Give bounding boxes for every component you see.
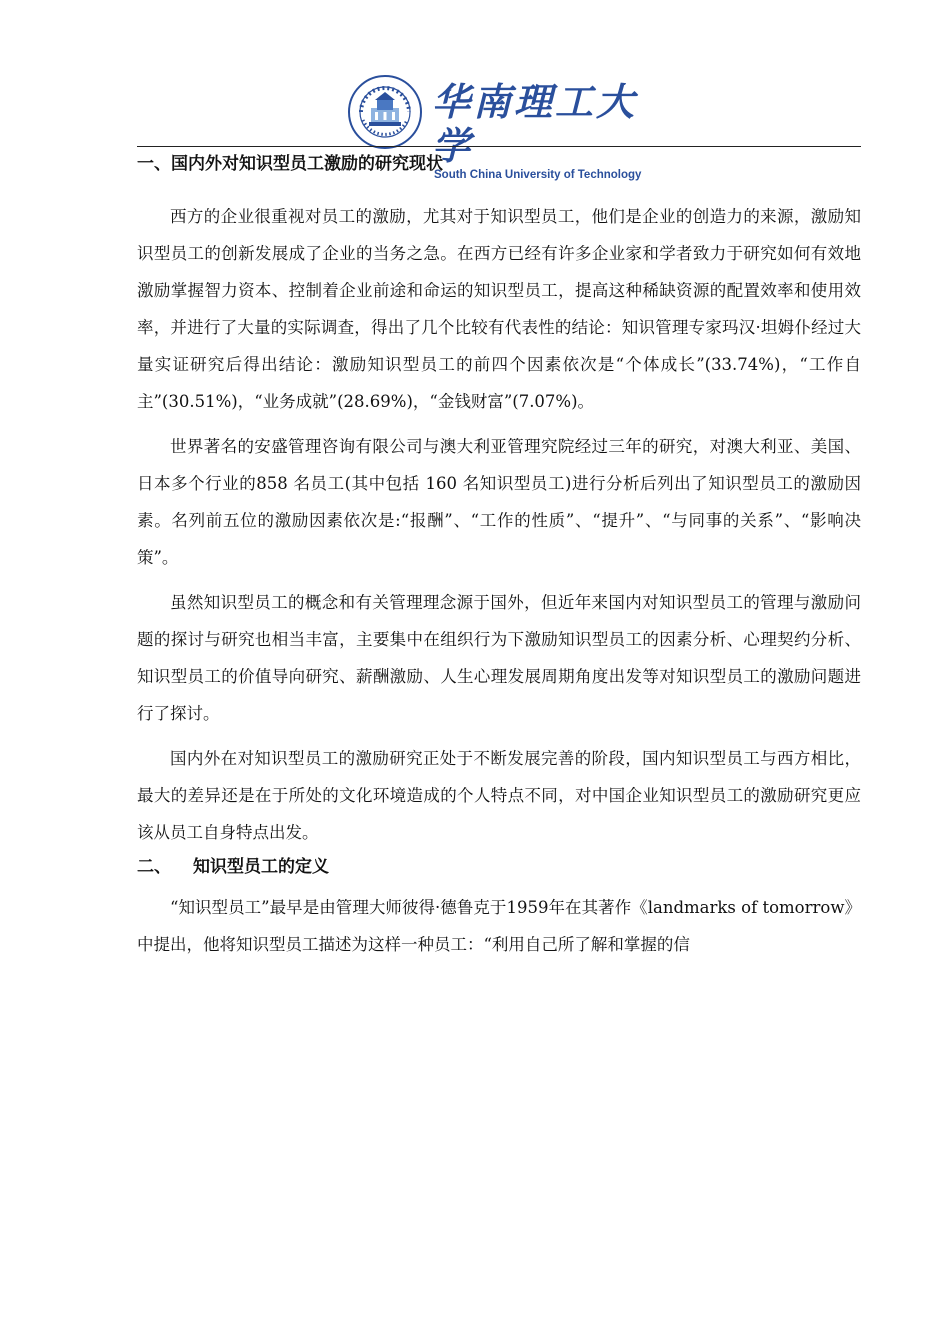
section-2-title: 知识型员工的定义	[193, 857, 329, 877]
university-wordmark	[432, 79, 652, 181]
section-2-paragraph-1: “知识型员工”最早是由管理大师彼得·德鲁克于1959年在其著作《landmarks of tomorrow》中提出，他将知识型员工描述为这样一种员工：“利用自己所了解和掌握的信	[137, 898, 861, 954]
section-1-paragraph-3: 虽然知识型员工的概念和有关管理理念源于国外，但近年来国内对知识型员工的管理与激励问题的探讨与研究也相当丰富，主要集中在组织行为下激励知识型员工的因素分析、心理契约分析、知识型员工的价值导向研究、薪酬激励、人生心理发展周期角度出发等对知识型员工的激励问题进行了探讨。	[137, 593, 861, 723]
section-2-heading	[137, 853, 861, 881]
document-body	[137, 150, 861, 963]
section-2-number: 二、	[137, 857, 171, 877]
section-1-heading: 一、国内外对知识型员工激励的研究现状	[137, 154, 443, 174]
university-seal-logo	[347, 74, 423, 150]
header-divider	[137, 146, 861, 147]
section-1-paragraph-4: 国内外在对知识型员工的激励研究正处于不断发展完善的阶段，国内知识型员工与西方相比，最大的差异还是在于所处的文化环境造成的个人特点不同，对中国企业知识型员工的激励研究更应该从员工自身特点出发。	[137, 749, 861, 842]
university-name-cn: 华南理工大学	[432, 79, 638, 168]
section-1-paragraph-2: 世界著名的安盛管理咨询有限公司与澳大利亚管理究院经过三年的研究，对澳大利亚、美国、日本多个行业的858 名员工(其中包括 160 名知识型员工)进行分析后列出了知识型员工的激励因素。名列前五位的激励因素依次是:“报酬”、“工作的性质”、“提升”、“与同事的关系”、“影响决策”。	[137, 437, 861, 567]
university-name-en: South China University of Technology	[434, 169, 642, 181]
section-1-paragraph-1: 西方的企业很重视对员工的激励，尤其对于知识型员工，他们是企业的创造力的来源，激励知识型员工的创新发展成了企业的当务之急。在西方已经有许多企业家和学者致力于研究如何有效地激励掌握智力资本、控制着企业前途和命运的知识型员工，提高这种稀缺资源的配置效率和使用效率，并进行了大量的实际调查，得出了几个比较有代表性的结论：知识管理专家玛汉·坦姆仆经过大量实证研究后得出结论：激励知识型员工的前四个因素依次是“个体成长”(33.74%)，“工作自主”(30.51%)，“业务成就”(28.69%)，“金钱财富”(7.07%)。	[137, 207, 861, 411]
